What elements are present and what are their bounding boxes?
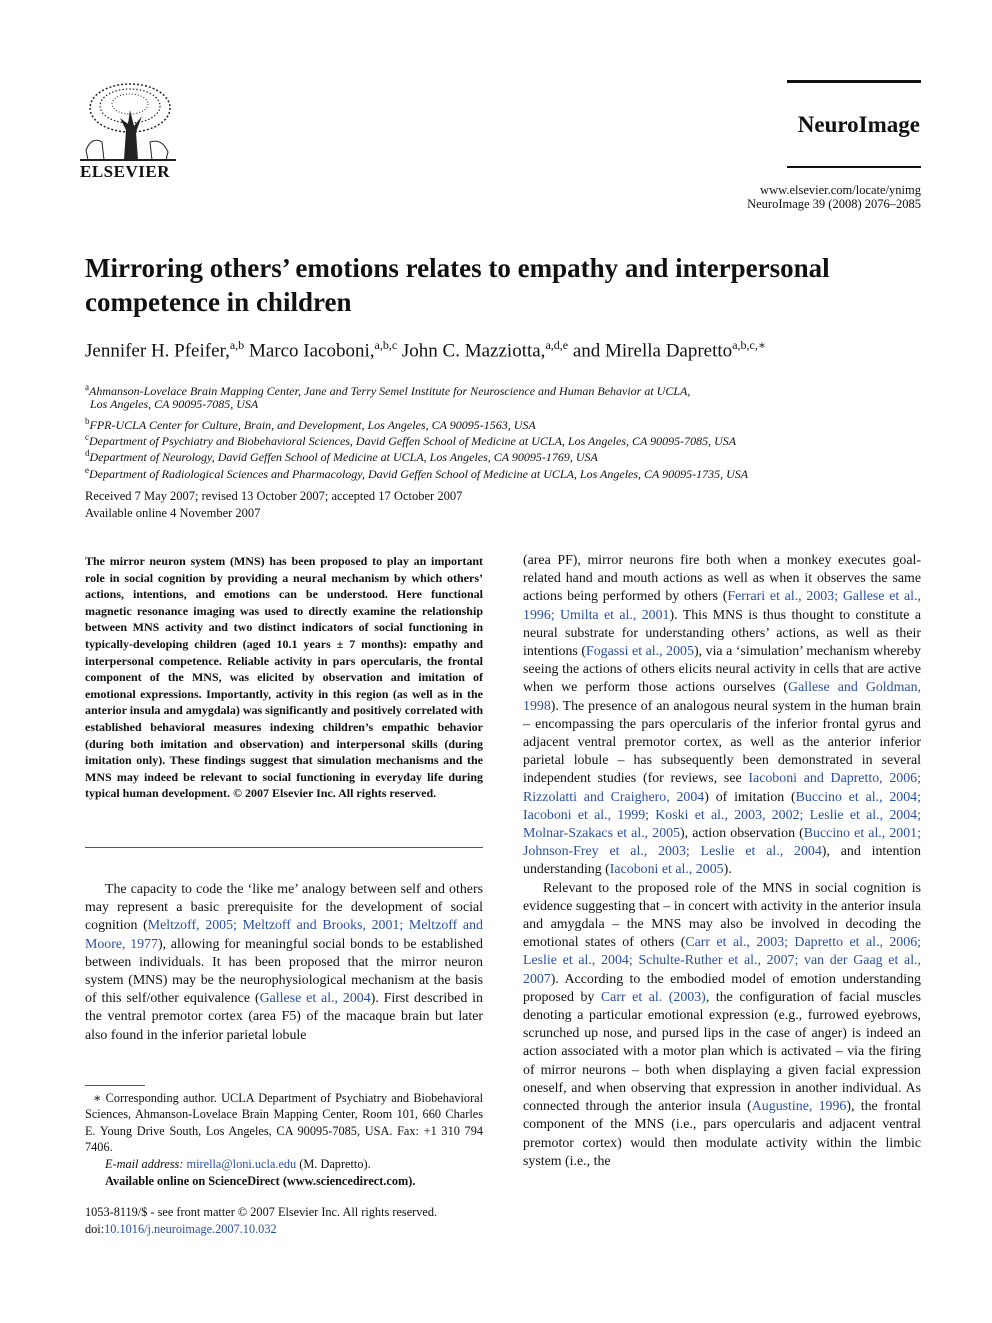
issn-footer <box>85 1204 505 1238</box>
article-title: Mirroring others’ emotions relates to empathy and interpersonal competence in children <box>85 253 830 317</box>
online-date: Available online 4 November 2007 <box>85 506 261 520</box>
body-text: , the configuration of facial muscles denoting a particular emotional expression (e.g., furrowed eyebrows, scrunched up nose, and pursed lips in the case of anger) is indeed an action associated with a motor plan which is activated – via the firing of mirror neurons – both when displaying a given facial expression oneself, and when observing that expression in another individual. As connected through the anterior insula ( <box>523 989 921 1115</box>
body-text: ). First described in the ventral premotor cortex (area F5) of the macaque brain but later also found in the inferior parietal lobule <box>85 991 483 1043</box>
affiliation-b: $^b$FPR-UCLA Center for Culture, Brain, and Development, Los Angeles, CA 90095-1563, USA <box>85 416 536 432</box>
citation-link[interactable]: Carr et al. (2003) <box>600 989 706 1005</box>
issn-line: 1053-8119/$ - see front matter © 2007 Elsevier Inc. All rights reserved. <box>85 1205 438 1219</box>
citation-link[interactable]: Augustine, 1996 <box>751 1099 847 1115</box>
body-text: ), via a ‘simulation’ mechanism whereby seeing the actions of others elicits neural activity in cells that are active when we perform those actions ourselves ( <box>523 644 921 696</box>
email-link[interactable]: mirella@loni.ucla.edu <box>186 1156 297 1171</box>
intro-paragraph-2 <box>523 880 921 1171</box>
body-text: ). According to the embodied model of emotion understanding proposed by <box>523 971 921 1005</box>
author-name: Mirella Dapretto <box>605 340 733 362</box>
citation-link[interactable]: Buccino et al., 2004; Iacoboni et al., 1999; Koski et al., 2003, 2002; Leslie et al., 2004; Molnar-Szakacs et al., 2005 <box>523 789 921 842</box>
citation-link[interactable]: Meltzoff, 2005; Meltzoff and Brooks, 2001; Meltzoff and Moore, 1977 <box>85 918 483 952</box>
footnote-text: Corresponding author. UCLA Department of Psychiatry and Biobehavioral Sciences, Ahmanson-Lovelace Brain Mapping Center, Room 101, 660 Charles E. Young Drive South, Los Angeles, CA 90095-7085, USA. Fax: +1 310 794 7406. <box>85 1091 483 1155</box>
citation-link[interactable]: Iacoboni and Dapretto, 2006; Rizzolatti and Craighero, 2004 <box>523 771 921 805</box>
body-text: ), the frontal component of the MNS (i.e., pars opercularis and adjacent ventral premotor cortex) would then modulate activity within the limbic system (i.e., the <box>523 1099 921 1169</box>
author-name: John C. Mazziotta, <box>401 340 546 362</box>
author-affil: a,b <box>229 338 245 352</box>
intro-paragraph-1 <box>85 881 483 1045</box>
body-right-column <box>523 552 921 1171</box>
body-text: ) of imitation ( <box>704 789 796 805</box>
citation-link[interactable]: Fogassi et al., 2005 <box>586 644 694 660</box>
citation-link[interactable]: Carr et al., 2003; Dapretto et al., 2006; Leslie et al., 2004; Schulte-Ruther et al., 2007; van der Gaag et al., 2007 <box>523 935 922 987</box>
publisher-name: ELSEVIER <box>80 162 170 181</box>
journal-citation: NeuroImage 39 (2008) 2076–2085 <box>747 197 921 211</box>
abstract-text: The mirror neuron system (MNS) has been proposed to play an important role in social cognition by providing a neural mechanism by which others’ actions, intentions, and emotions can be understood. Here functional magnetic resonance imaging was used to directly examine the relationship between MNS activity and two distinct indicators of social functioning in typically-developing children (aged 10.1 years ± 7 months): empathy and interpersonal competence. Reliable activity in pars opercularis, the frontal component of the MNS, was elicited by observation and imitation of emotional expressions. Importantly, activity in this region (as well as in the anterior insula and amygdala) was significantly and positively correlated with established behavioral measures indexing children’s empathic behavior (during both imitation and observation) and interpersonal skills (during imitation only). These findings suggest that simulation mechanisms and the MNS may indeed be relevant to social functioning in everyday life during typical human development. <box>85 554 483 801</box>
author-name: Marco Iacoboni, <box>248 340 375 362</box>
author-conjunction: and <box>572 340 601 362</box>
author-affil: a,b,c <box>374 338 398 352</box>
footnote-rule <box>85 1085 145 1086</box>
journal-url[interactable]: www.elsevier.com/locate/ynimg <box>760 183 921 197</box>
body-left-column <box>85 881 483 1045</box>
affiliation-a: $^a$Ahmanson-Lovelace Brain Mapping Center, Jane and Terry Semel Institute for Neuroscience and Human Behavior at UCLA, <box>85 382 691 398</box>
affiliation-a-line2: Los Angeles, CA 90095-7085, USA <box>90 397 259 411</box>
body-text: ). This MNS is thus thought to constitute a neural substrate for understanding others’ actions, as well as their intentions ( <box>523 607 921 660</box>
body-text: Relevant to the proposed role of the MNS in social cognition is evidence suggesting that – in concert with activity in the anterior insula and amygdala – the MNS may also be involved in decoding the emotional states of others ( <box>523 880 921 951</box>
abstract-divider <box>85 847 483 848</box>
journal-title: NeuroImage <box>797 112 920 137</box>
email-label: E-mail address: <box>105 1156 184 1171</box>
citation-link[interactable]: Gallese and Goldman, 1998 <box>523 680 921 714</box>
citation-link[interactable]: Ferrari et al., 2003; Gallese et al., 1996; Umilta et al., 2001 <box>523 589 921 623</box>
doi-line: doi:10.1016/j.neuroimage.2007.10.032 <box>85 1222 277 1236</box>
intro-paragraph-1-cont <box>523 552 921 880</box>
footnote-star: ∗ <box>93 1091 102 1105</box>
abstract-copyright: © 2007 Elsevier Inc. All rights reserved. <box>233 786 437 801</box>
affiliation-c: $^c$Department of Psychiatry and Biobehavioral Sciences, David Geffen School of Medicine at UCLA, Los Angeles, CA 90095-7085, USA <box>85 432 737 448</box>
tree-icon <box>80 80 176 164</box>
email-suffix: (M. Dapretto). <box>299 1156 371 1171</box>
author-affil: a,d,e <box>545 338 569 352</box>
corresponding-author-footnote <box>85 1090 483 1172</box>
citation-link[interactable]: Iacoboni et al., 2005 <box>609 862 724 878</box>
body-text: ), and intention understanding ( <box>523 844 921 878</box>
doi-link[interactable]: 10.1016/j.neuroimage.2007.10.032 <box>104 1222 277 1236</box>
author-list <box>85 338 925 362</box>
citation-link[interactable]: Gallese et al., 2004 <box>259 991 371 1007</box>
author-affil: a,b,c,∗ <box>732 338 766 352</box>
affiliation-d: $^d$Department of Neurology, David Geffen School of Medicine at UCLA, Los Angeles, CA 90095-1769, USA <box>85 448 598 464</box>
header-rule-bottom <box>787 166 921 168</box>
affiliation-e: $^e$Department of Radiological Sciences and Pharmacology, David Geffen School of Medicine at UCLA, Los Angeles, CA 90095-1735, USA <box>85 465 749 481</box>
sciencedirect-availability: Available online on ScienceDirect (www.sciencedirect.com). <box>105 1174 416 1188</box>
citation-link[interactable]: Buccino et al., 2001; Johnson-Frey et al., 2003; Leslie et al., 2004 <box>523 826 921 860</box>
header-rule-top <box>787 80 921 83</box>
body-text: The capacity to code the ‘like me’ analogy between self and others may represent a basic prerequisite for the development of social cognition ( <box>85 882 483 934</box>
body-text: ). The presence of an analogous neural system in the human brain – encompassing the pars opercularis of the inferior frontal gyrus and adjacent ventral premotor cortex, as well as the anterior inferior parietal lobule – has subsequently been demonstrated in several independent studies (for reviews, see <box>523 698 921 787</box>
abstract <box>85 553 483 802</box>
body-text: ). <box>723 862 732 878</box>
author-name: Jennifer H. Pfeifer, <box>85 340 230 362</box>
body-text: ), allowing for meaningful social bonds to be established between individuals. It has been proposed that the mirror neuron system (MNS) may be the neurophysiological mechanism at the basis of this self/other equivalence ( <box>85 936 484 1007</box>
received-dates: Received 7 May 2007; revised 13 October 2007; accepted 17 October 2007 <box>85 489 463 503</box>
body-text: ), action observation ( <box>680 826 804 842</box>
body-text: (area PF), mirror neurons fire both when a monkey executes goal-related hand and mouth actions as well as when it observes the same actions being performed by others ( <box>523 553 921 605</box>
